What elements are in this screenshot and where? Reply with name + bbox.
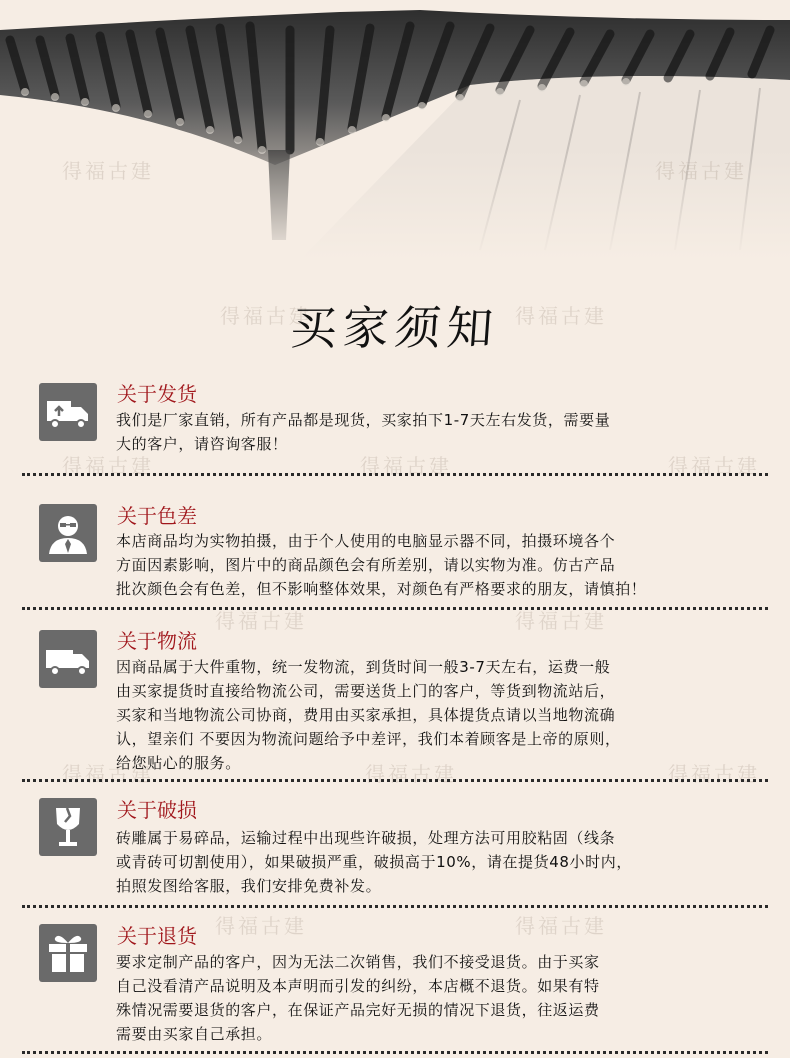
text-line: 大的客户，请咨询客服！ bbox=[116, 435, 288, 453]
section-text bbox=[116, 655, 766, 775]
broken-glass-icon bbox=[39, 798, 97, 856]
watermark: 得福古建 bbox=[515, 304, 607, 328]
text-line: 批次颜色会有色差，但不影响整体效果，对颜色有严格要求的朋友，请慎拍！ bbox=[116, 580, 647, 598]
watermark: 得福古建 bbox=[215, 609, 307, 633]
text-line: 方面因素影响，图片中的商品颜色会有所差别，请以实物为准。仿古产品 bbox=[116, 556, 616, 574]
watermark: 得福古建 bbox=[668, 454, 760, 478]
dotted-divider bbox=[22, 607, 768, 610]
watermark: 得福古建 bbox=[360, 454, 452, 478]
roof-tiles-banner bbox=[0, 0, 790, 260]
section-shipping bbox=[0, 380, 790, 480]
watermark: 得福古建 bbox=[62, 159, 154, 183]
gift-box-icon bbox=[39, 924, 97, 982]
text-line: 买家和当地物流公司协商，费用由买家承担，具体提货点请以当地物流确 bbox=[116, 706, 616, 724]
section-text bbox=[116, 529, 766, 601]
text-line: 因商品属于大件重物，统一发物流，到货时间一般3-7天左右，运费一般 bbox=[116, 658, 611, 676]
section-title: 关于物流 bbox=[117, 629, 197, 653]
section-text bbox=[116, 826, 766, 898]
watermark: 得福古建 bbox=[515, 609, 607, 633]
logistics-truck-icon bbox=[39, 630, 97, 688]
section-damage bbox=[0, 796, 790, 906]
watermark: 得福古建 bbox=[220, 304, 312, 328]
customer-service-person-icon bbox=[39, 504, 97, 562]
section-title: 关于发货 bbox=[117, 382, 197, 406]
text-line: 给您贴心的服务。 bbox=[116, 754, 241, 772]
watermark: 得福古建 bbox=[668, 762, 760, 786]
text-line: 砖雕属于易碎品，运输过程中出现些许破损，处理方法可用胶粘固（线条 bbox=[116, 829, 616, 847]
text-line: 认，望亲们 不要因为物流问题给予中差评，我们本着顾客是上帝的原则， bbox=[116, 730, 621, 748]
section-color-difference bbox=[0, 502, 790, 612]
section-text bbox=[116, 950, 766, 1046]
dotted-divider bbox=[22, 779, 768, 782]
delivery-truck-icon bbox=[39, 383, 97, 441]
text-line: 由买家提货时直接给物流公司，需要送货上门的客户，等货到物流站后， bbox=[116, 682, 616, 700]
watermark: 得福古建 bbox=[655, 159, 747, 183]
watermark: 得福古建 bbox=[62, 454, 154, 478]
text-line: 拍照发图给客服，我们安排免费补发。 bbox=[116, 877, 382, 895]
section-title: 关于退货 bbox=[117, 924, 197, 948]
watermark: 得福古建 bbox=[215, 914, 307, 938]
text-line: 我们是厂家直销，所有产品都是现货，买家拍下1-7天左右发货，需要量 bbox=[116, 411, 611, 429]
watermark: 得福古建 bbox=[365, 762, 457, 786]
text-line: 殊情况需要退货的客户，在保证产品完好无损的情况下退货，往返运费 bbox=[116, 1001, 600, 1019]
section-logistics bbox=[0, 628, 790, 778]
dotted-divider bbox=[22, 473, 768, 476]
section-returns bbox=[0, 922, 790, 1052]
text-line: 本店商品均为实物拍摄，由于个人使用的电脑显示器不同，拍摄环境各个 bbox=[116, 532, 616, 550]
section-title: 关于色差 bbox=[117, 504, 197, 528]
dotted-divider bbox=[22, 905, 768, 908]
text-line: 自己没看清产品说明及本声明而引发的纠纷，本店概不退货。如果有特 bbox=[116, 977, 600, 995]
watermark: 得福古建 bbox=[62, 762, 154, 786]
watermark: 得福古建 bbox=[515, 914, 607, 938]
text-line: 需要由买家自己承担。 bbox=[116, 1025, 273, 1043]
text-line: 要求定制产品的客户，因为无法二次销售，我们不接受退货。由于买家 bbox=[116, 953, 600, 971]
dotted-divider bbox=[22, 1051, 768, 1054]
section-text bbox=[116, 408, 766, 456]
section-title: 关于破损 bbox=[117, 798, 197, 822]
page-title: 买家须知 bbox=[288, 301, 501, 355]
text-line: 或青砖可切割使用），如果破损严重，破损高于10%，请在提货48小时内， bbox=[116, 853, 632, 871]
